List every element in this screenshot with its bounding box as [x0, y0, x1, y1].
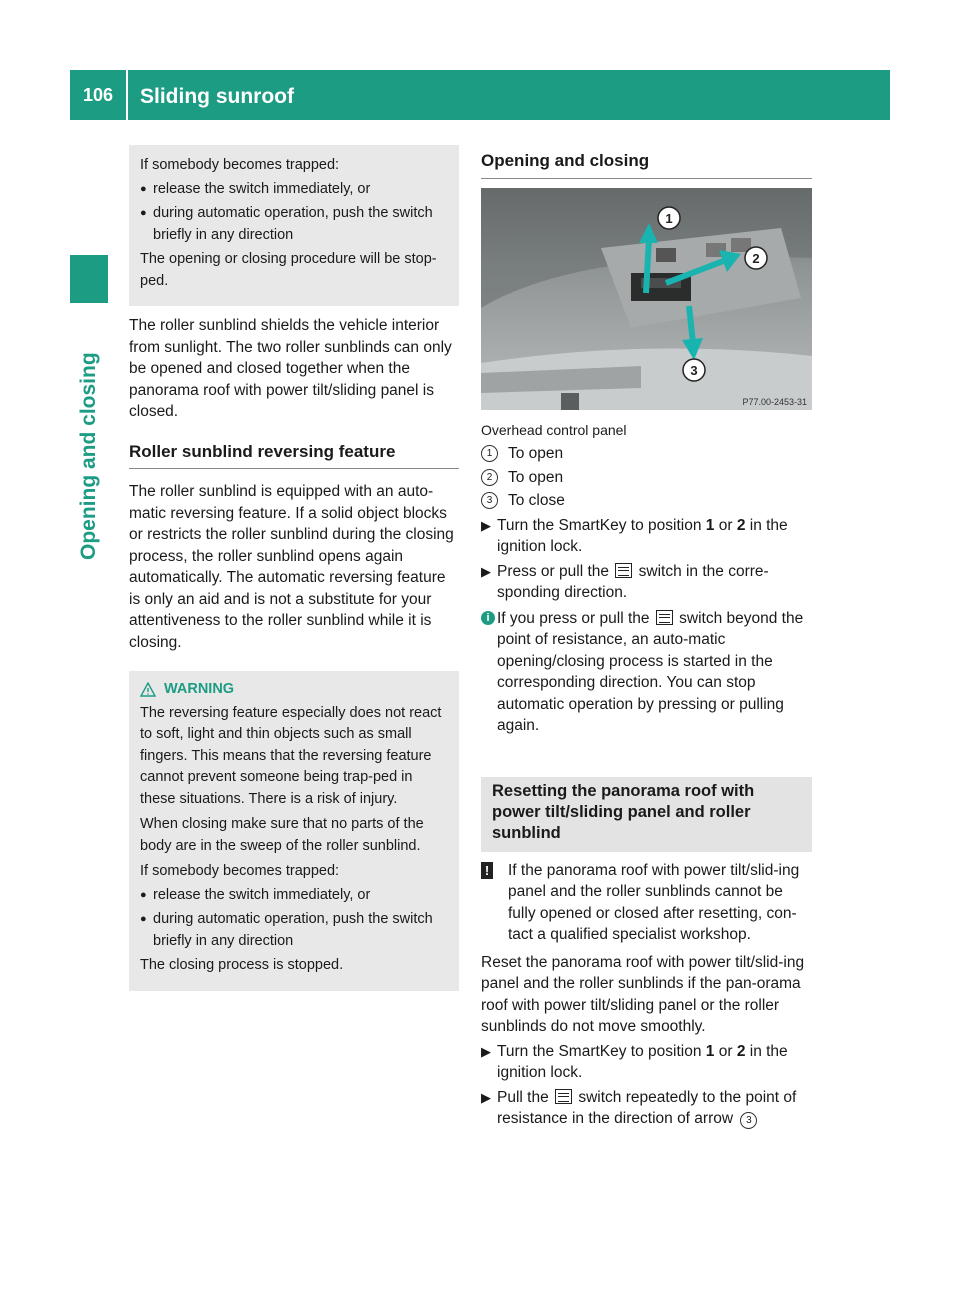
callout-1: 1: [665, 210, 673, 226]
header-divider: [126, 70, 128, 120]
overhead-control-panel-figure: [481, 188, 812, 410]
warning-text-1: The reversing feature especially does not react to soft, light and thin objects such as small fingers. This means that the reversing feature cannot prevent someone being trap-ped in these situations. There is a risk of injury.: [140, 704, 442, 807]
step-turn-key-reset: ▶ Turn the SmartKey to position 1 or 2 in the ignition lock.: [481, 1042, 788, 1081]
callout-2: 2: [752, 250, 760, 266]
callout-3: 3: [690, 362, 698, 378]
side-tab-label: Opening and closing: [77, 352, 100, 560]
bullet-icon: ●: [140, 182, 147, 195]
trapped-intro: If somebody becomes trapped:: [140, 157, 340, 173]
step-arrow-icon: ▶: [481, 1089, 491, 1105]
step-arrow-icon: ▶: [481, 1043, 491, 1059]
legend-item: 2 To open: [481, 467, 812, 489]
warning-title: WARNING: [140, 679, 447, 701]
opening-closing-heading: Opening and closing: [481, 150, 812, 179]
reversing-feature-heading: Roller sunblind reversing feature: [129, 441, 459, 470]
reset-paragraph: Reset the panorama roof with power tilt/slid-ing panel and the roller sunblinds if the pan-orama roof with power tilt/sliding panel or the roller sunblinds do not move smoothly.: [481, 953, 805, 1035]
callout-number: 2: [481, 469, 498, 486]
step-arrow-icon: ▶: [481, 517, 491, 533]
warning-text-2: When closing make sure that no parts of the body are in the sweep of the roller sunblind.: [140, 816, 424, 854]
page-header: [70, 70, 890, 120]
warning-triangle-icon: [140, 682, 156, 698]
trapped-outro: The opening or closing procedure will be stop-ped.: [140, 251, 437, 289]
sunblind-intro-paragraph: The roller sunblind shields the vehicle interior from sunlight. The two roller sunblinds can only be opened and closed together when the panorama roof with power tilt/sliding panel is closed.: [129, 317, 452, 420]
callout-number: 3: [740, 1112, 757, 1129]
figure-code: P77.00-2453-31: [742, 396, 807, 407]
caution-note: ! If the panorama roof with power tilt/slid-ing panel and the roller sunblinds cannot be fully opened or closed after resetting, con-tact a qualified specialist workshop.: [481, 860, 812, 946]
reversing-feature-paragraph: The roller sunblind is equipped with an auto-matic reversing feature. If a solid object blocks or restricts the roller sunblind during the closing process, the roller sunblind opens again automatically. The automatic reversing feature is only an aid and is not a substitute for your attentiveness to the roller sunblind while it is closing.: [129, 483, 454, 651]
callout-number: 1: [481, 445, 498, 462]
sunroof-switch-icon: [615, 563, 632, 578]
warning-box: [129, 671, 459, 991]
info-note: i If you press or pull the switch beyond the point of resistance, an auto-matic opening/closing process is started in the corresponding direction. You can stop automatic operation by pressing or pulling again.: [481, 608, 812, 737]
bullet-icon: ●: [140, 913, 147, 925]
overhead-panel-illustration: [481, 188, 812, 410]
legend-item: 1 To open: [481, 443, 812, 465]
list-item: ● release the switch immediately, or: [140, 179, 447, 201]
step-pull-switch: ▶ Pull the switch repeatedly to the point of resistance in the direction of arrow 3: [481, 1088, 797, 1127]
sunroof-switch-icon: [555, 1089, 572, 1104]
warning-outro: The closing process is stopped.: [140, 957, 344, 973]
resetting-heading: Resetting the panorama roof with power tilt/sliding panel and roller sunblind: [481, 777, 812, 852]
bullet-icon: ●: [140, 207, 147, 219]
step-arrow-icon: ▶: [481, 563, 491, 579]
left-column: [129, 145, 459, 991]
right-column: [481, 150, 812, 1130]
trapped-note-box: [129, 145, 459, 306]
legend-item: 3 To close: [481, 490, 812, 512]
info-icon: i: [481, 611, 495, 625]
sunroof-switch-icon: [656, 610, 673, 625]
section-title: Sliding sunroof: [140, 85, 294, 108]
step-press-switch: ▶ Press or pull the switch in the corre-sponding direction.: [481, 562, 769, 601]
page-number: 106: [82, 85, 114, 105]
list-item: ● during automatic operation, push the switch briefly in any direction: [140, 911, 433, 949]
warning-intro: If somebody becomes trapped:: [140, 863, 340, 879]
list-item: ● release the switch immediately, or: [140, 885, 447, 907]
step-turn-key: ▶ Turn the SmartKey to position 1 or 2 in the ignition lock.: [481, 516, 788, 555]
list-item: ● during automatic operation, push the switch briefly in any direction: [140, 205, 433, 243]
figure-caption: Overhead control panel: [481, 421, 627, 438]
bullet-icon: ●: [140, 888, 147, 901]
callout-number: 3: [481, 492, 498, 509]
side-tab-marker: [70, 255, 108, 303]
exclamation-icon: !: [481, 862, 493, 879]
